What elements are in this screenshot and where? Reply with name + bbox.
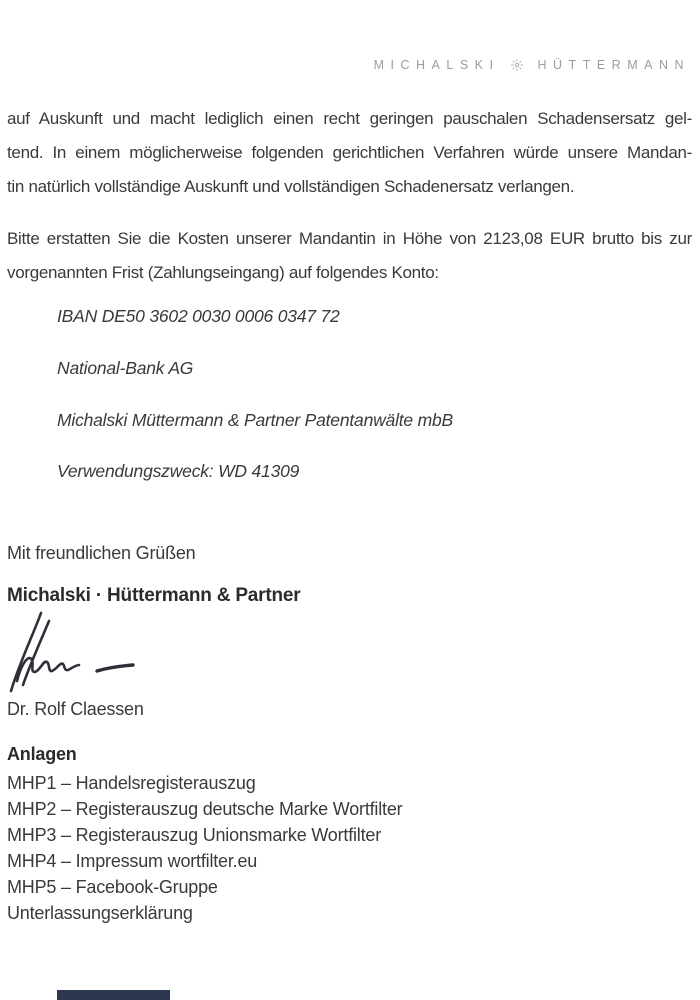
letterhead-brand <box>374 58 690 72</box>
paragraph-line: Bitte erstatten Sie die Kosten unserer Mandantin in Höhe von 2123,08 EUR brutto bis zur <box>7 229 692 248</box>
attachment-item: MHP1 – Handelsregisterauszug <box>7 773 256 793</box>
footer-bar-fragment <box>57 990 170 1000</box>
attachment-item: MHP2 – Registerauszug deutsche Marke Wortfilter <box>7 799 403 819</box>
paragraph-line: vorgenannten Frist (Zahlungseingang) auf folgendes Konto: <box>7 263 439 282</box>
attachment-item: Unterlassungserklärung <box>7 903 193 923</box>
bank-iban: IBAN DE50 3602 0030 0006 0347 72 <box>57 306 340 326</box>
attachment-item: MHP5 – Facebook-Gruppe <box>7 877 218 897</box>
attachments-heading: Anlagen <box>7 744 77 764</box>
handwritten-signature <box>4 610 149 703</box>
bank-reference: Verwendungszweck: WD 41309 <box>57 461 300 481</box>
bank-account-holder: Michalski Müttermann & Partner Patentanwälte mbB <box>57 410 453 430</box>
firm-name: Michalski · Hüttermann & Partner <box>7 585 301 606</box>
closing-salutation: Mit freundlichen Grüßen <box>7 543 196 563</box>
rosette-ornament-icon <box>510 58 524 72</box>
brand-name-michalski: MICHALSKI <box>373 58 500 72</box>
brand-name-huettermann: HÜTTERMANN <box>537 58 690 72</box>
attachments-list <box>7 770 402 926</box>
paragraph-line: tin natürlich vollständige Auskunft und vollständigen Schadenersatz verlangen. <box>7 177 575 196</box>
paragraph-claim <box>7 102 692 204</box>
paragraph-payment-request <box>7 222 692 290</box>
attachment-item: MHP3 – Registerauszug Unionsmarke Wortfilter <box>7 825 382 845</box>
paragraph-line: auf Auskunft und macht lediglich einen recht geringen pauschalen Schadensersatz gel- <box>7 109 692 128</box>
attachment-item: MHP4 – Impressum wortfilter.eu <box>7 851 258 871</box>
paragraph-line: tend. In einem möglicherweise folgenden gerichtlichen Verfahren würde unsere Mandan- <box>7 143 692 162</box>
bank-name: National-Bank AG <box>57 358 194 378</box>
signer-name: Dr. Rolf Claessen <box>7 699 144 719</box>
